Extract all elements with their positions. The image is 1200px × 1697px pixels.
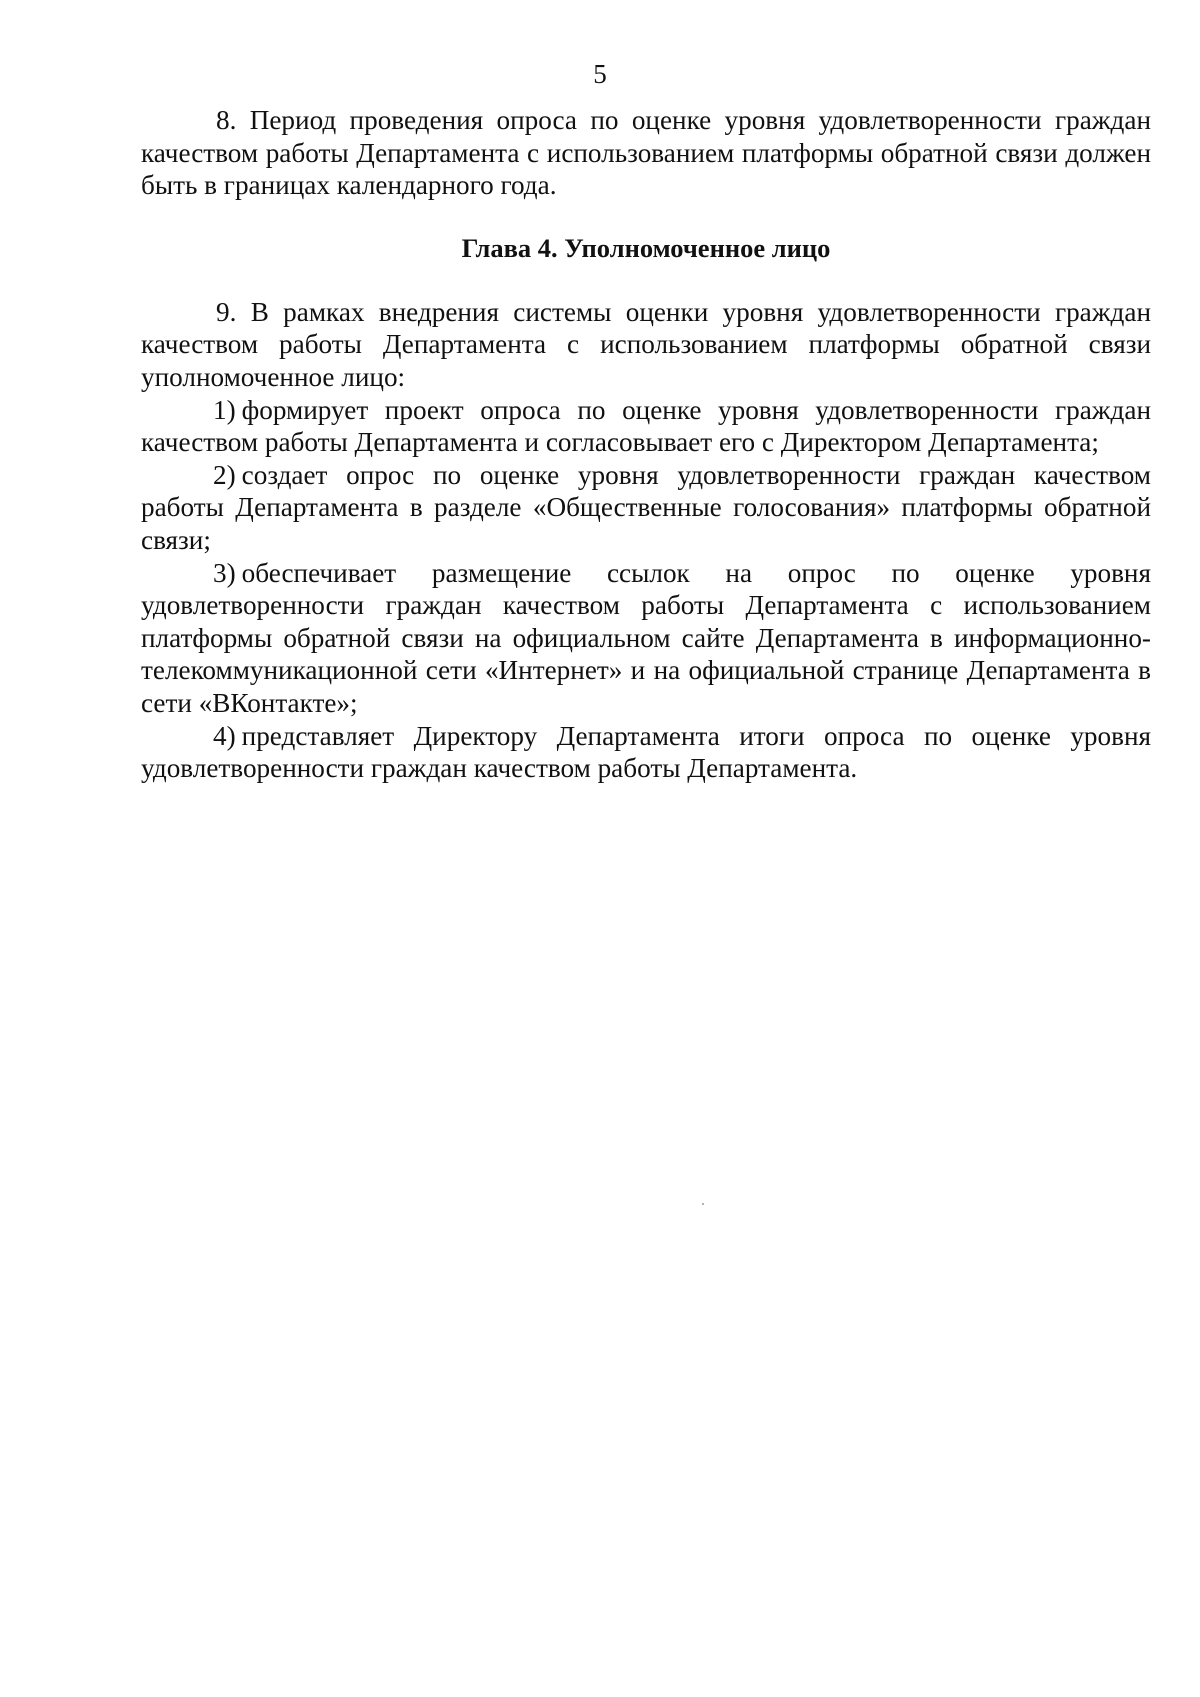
paragraph-8: 8. Период проведения опроса по оценке уровня удовлетворенности граждан качеством работы Департамента с использованием платформы обратной связи должен быть в границах календарного года. — [141, 105, 1151, 201]
list-item-4 — [141, 720, 1151, 785]
list-item-3 — [141, 557, 1151, 720]
list-item-number: 2) — [213, 459, 236, 490]
list-item-text: создает опрос по оценке уровня удовлетворенности граждан качеством работы Департамента в разделе «Общественные голосования» платформы обратной связи; — [141, 459, 1151, 555]
list-item-text: обеспечивает размещение ссылок на опрос по оценке уровня удовлетворенности граждан качеством работы Департамента с использованием платформы обратной связи на официальном сайте Департамента в информационно-телекоммуникационной сети «Интернет» и на официальной странице Департамента в сети «ВКонтакте»; — [141, 557, 1151, 718]
list-item-1 — [141, 394, 1151, 459]
list-item-text: формирует проект опроса по оценке уровня удовлетворенности граждан качеством работы Департамента и согласовывает его с Директором Департамента; — [141, 394, 1151, 458]
paragraph-9-intro: 9. В рамках внедрения системы оценки уровня удовлетворенности граждан качеством работы Департамента с использованием платформы обратной связи уполномоченное лицо: — [141, 296, 1151, 392]
list-item-text: представляет Директору Департамента итоги опроса по оценке уровня удовлетворенности граждан качеством работы Департамента. — [141, 720, 1151, 784]
list-item-2 — [141, 459, 1151, 557]
chapter-heading: Глава 4. Уполномоченное лицо — [461, 232, 831, 263]
list-item-number: 4) — [213, 720, 236, 751]
page-number: 5 — [593, 59, 607, 89]
list-item-number: 3) — [213, 557, 236, 588]
list-item-number: 1) — [213, 394, 236, 425]
scan-speck — [702, 1203, 704, 1205]
document-body — [141, 104, 1151, 785]
